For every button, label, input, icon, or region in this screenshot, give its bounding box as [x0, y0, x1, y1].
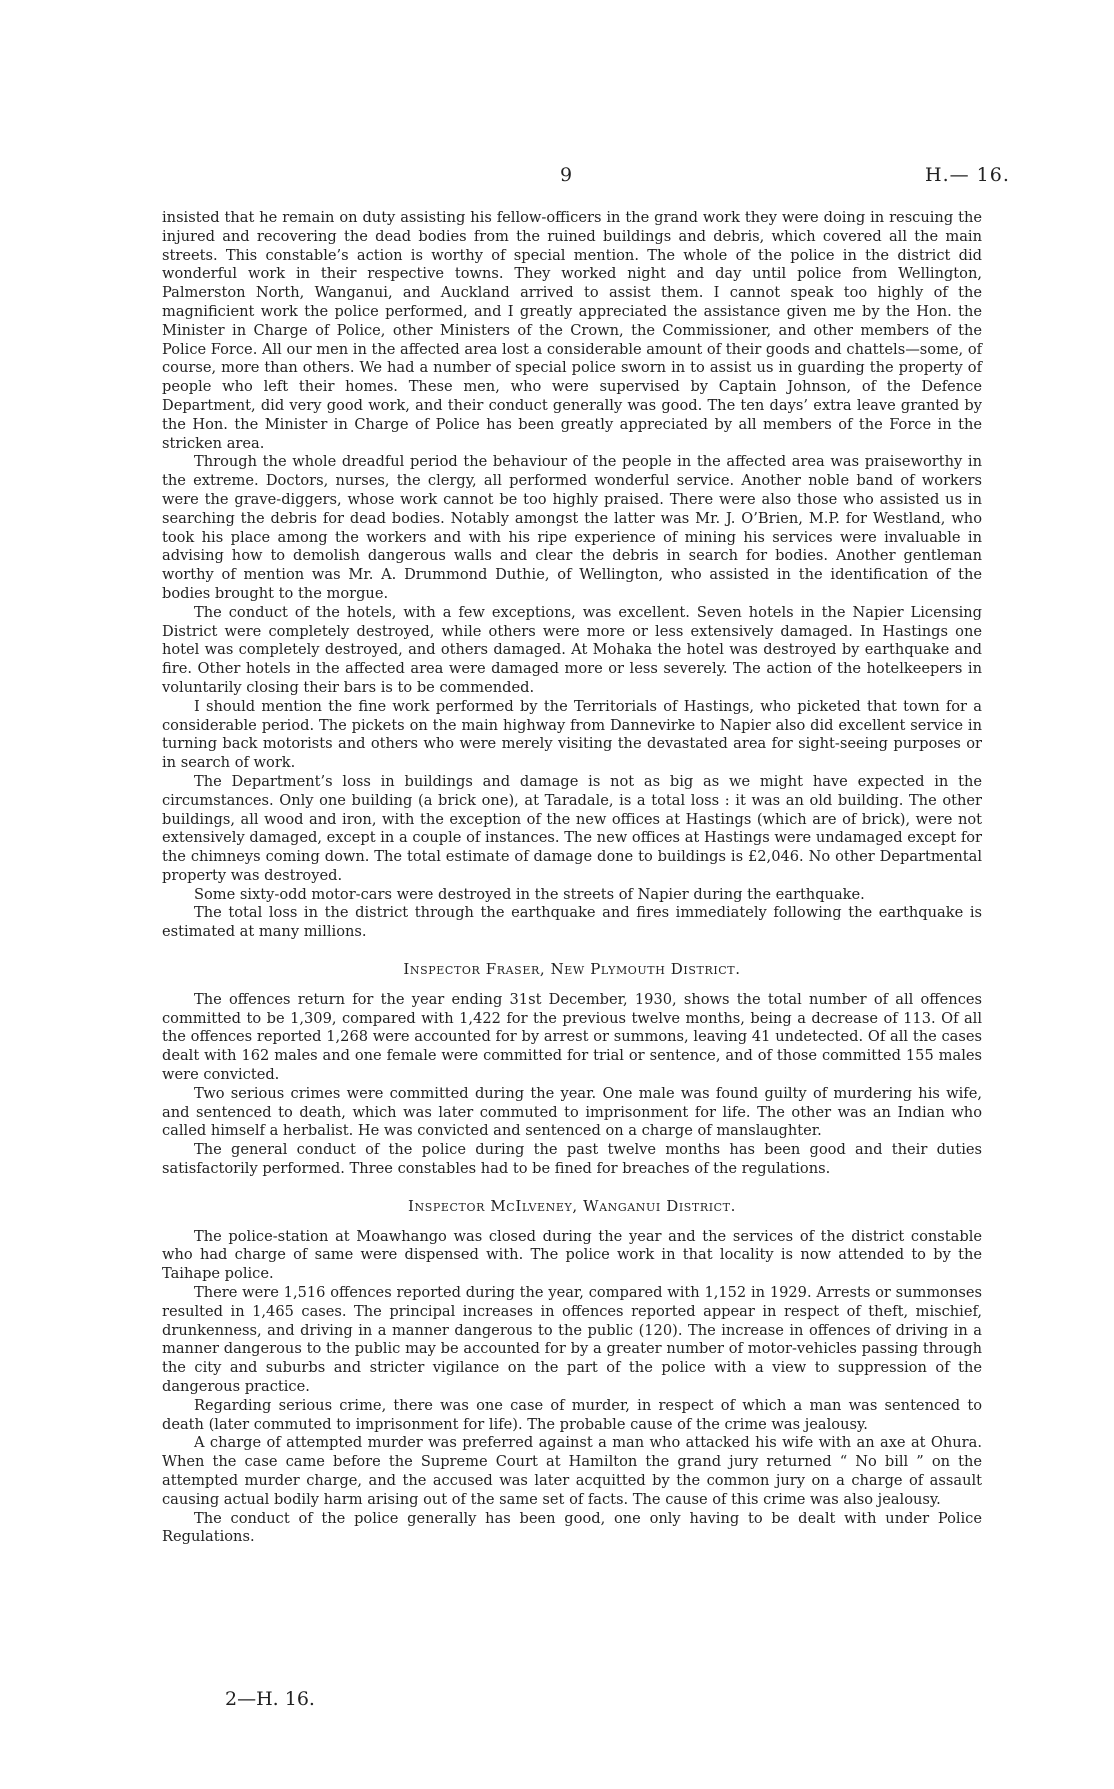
section-heading-mcilveney: Inspector McIlveney, Wanganui District. [408, 1196, 736, 1215]
footer-signature: 2—H. 16. [225, 1688, 315, 1710]
page-number: 9 [560, 164, 573, 186]
paragraph: The general conduct of the police during the past twelve months has been good and their duties satisfactorily performed. Three constables had to be fined for breaches of the regulations. [162, 1141, 982, 1178]
paragraph: I should mention the fine work performed by the Territorials of Hastings, who picketed that town for a considerable period. The pickets on the main highway from Dannevirke to Napier also did excellent service in turning back motorists and others who were merely visiting the devastated area for sight-seeing purposes or in search of work. [162, 697, 982, 772]
paragraph: Two serious crimes were committed during the year. One male was found guilty of murdering his wife, and sentenced to death, which was later commuted to imprisonment for life. The other was an Indian who called himself a herbalist. He was convicted and sentenced on a charge of manslaughter. [162, 1084, 982, 1140]
paragraph: There were 1,516 offences reported during the year, compared with 1,152 in 1929. Arrests or summonses resulted in 1,465 cases. The principal increases in offences reported appear in respect of theft, mischief, drunkenness, and driving in a manner dangerous to the public (120). The increase in offences of driving in a manner dangerous to the public may be accounted for by a greater number of motor-vehicles passing through the city and suburbs and stricter vigilance on the part of the police with a view to suppression of the dangerous practice. [162, 1284, 982, 1396]
paragraph: The police-station at Moawhango was closed during the year and the services of the district constable who had charge of same were dispensed with. The police work in that locality is now attended to by the Taihape police. [162, 1227, 982, 1283]
page-header [0, 164, 1114, 188]
document-reference: H.— 16. [925, 164, 1010, 186]
paragraph: The Department’s loss in buildings and damage is not as big as we might have expected in the circumstances. Only one building (a brick one), at Taradale, is a total loss : it was an old building. The other buildings, all wood and iron, with the exception of the new offices at Hastings (which are of brick), were not extensively damaged, except in a couple of instances. The new offices at Hastings were undamaged except for the chimneys coming down. The total estimate of damage done to buildings is £2,046. No other Departmental property was destroyed. [162, 772, 982, 884]
paragraph: The total loss in the district through the earthquake and fires immediately following the earthquake is estimated at many millions. [162, 904, 982, 941]
paragraph: The conduct of the hotels, with a few exceptions, was excellent. Seven hotels in the Napier Licensing District were completely destroyed, while others were more or less extensively damaged. In Hastings one hotel was completely destroyed, and others damaged. At Mohaka the hotel was destroyed by earthquake and fire. Other hotels in the affected area were damaged more or less severely. The action of the hotelkeepers in voluntarily closing their bars is to be commended. [162, 603, 982, 696]
document-body [162, 209, 982, 1547]
paragraph: Through the whole dreadful period the behaviour of the people in the affected area was praiseworthy in the extreme. Doctors, nurses, the clergy, all performed wonderful service. Another noble band of workers were the grave-diggers, whose work cannot be too highly praised. There were also those who assisted us in searching the debris for dead bodies. Notably amongst the latter was Mr. J. O’Brien, M.P. for Westland, who took his place among the workers and with his ripe experience of mining his services were invaluable in advising how to demolish dangerous walls and clear the debris in search for bodies. Another gentleman worthy of mention was Mr. A. Drummond Duthie, of Wellington, who assisted in the identification of the bodies brought to the morgue. [162, 453, 982, 602]
paragraph: The conduct of the police generally has been good, one only having to be dealt with under Police Regulations. [162, 1509, 982, 1546]
paragraph: The offences return for the year ending 31st December, 1930, shows the total number of all offences committed to be 1,309, compared with 1,422 for the previous twelve months, being a decrease of 113. Of all the offences reported 1,268 were accounted for by arrest or summons, leaving 41 undetected. Of all the cases dealt with 162 males and one female were committed for trial or sentence, and of those committed 155 males were convicted. [162, 990, 982, 1084]
section-heading-fraser: Inspector Fraser, New Plymouth District. [403, 960, 741, 979]
paragraph: insisted that he remain on duty assisting his fellow-officers in the grand work they were doing in rescuing the injured and recovering the dead bodies from the ruined buildings and debris, which covered all the main streets. This constable’s action is worthy of special mention. The whole of the police in the district did wonderful work in their respective towns. They worked night and day until police from Wellington, Palmerston North, Wanganui, and Auckland arrived to assist them. I cannot speak too highly of the magnificient work the police performed, and I greatly appreciated the assistance given me by the Hon. the Minister in Charge of Police, other Ministers of the Crown, the Commissioner, and other members of the Police Force. All our men in the affected area lost a considerable amount of their goods and chattels—some, of course, more than others. We had a number of special police sworn in to assist us in guarding the property of people who left their homes. These men, who were supervised by Captain Johnson, of the Defence Department, did very good work, and their conduct generally was good. The ten days’ extra leave granted by the Hon. the Minister in Charge of Police has been greatly appreciated by all members of the Force in the stricken area. [162, 209, 983, 452]
paragraph: Regarding serious crime, there was one case of murder, in respect of which a man was sentenced to death (later commuted to imprisonment for life). The probable cause of the crime was jealousy. [162, 1396, 982, 1433]
paragraph: Some sixty-odd motor-cars were destroyed in the streets of Napier during the earthquake. [194, 885, 865, 903]
paragraph: A charge of attempted murder was preferred against a man who attacked his wife with an axe at Ohura. When the case came before the Supreme Court at Hamilton the grand jury returned “ No bill ” on the attempted murder charge, and the accused was later acquitted by the common jury on a charge of assault causing actual bodily harm arising out of the same set of facts. The cause of this crime was also jealousy. [162, 1434, 982, 1508]
